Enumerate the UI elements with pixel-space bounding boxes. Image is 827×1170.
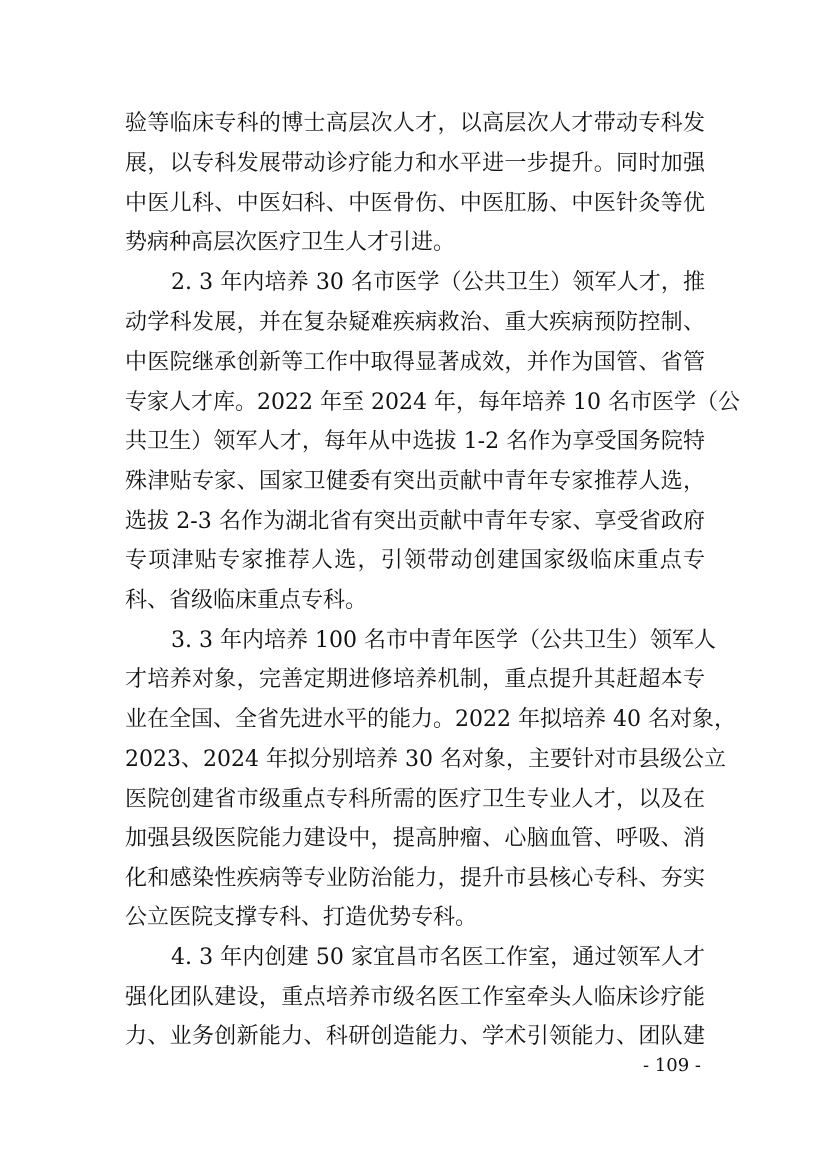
text-line: 2. 3 年内培养 30 名市医学（公共卫生）领军人才，推 — [171, 270, 705, 295]
text-line: 公立医院支撑专科、打造优势专科。 — [125, 905, 478, 930]
text-line: 2023、2024 年拟分别培养 30 名对象，主要针对市县级公立 — [125, 747, 726, 772]
text-line: 业在全国、全省先进水平的能力。2022 年拟培养 40 名对象， — [125, 707, 736, 732]
page-number: - 109 - — [643, 1055, 701, 1076]
text-line: 共卫生）领军人才，每年从中选拔 1-2 名作为享受国务院特 — [125, 429, 705, 454]
text-line: 中医儿科、中医妇科、中医骨伤、中医肛肠、中医针灸等优 — [125, 191, 705, 216]
text-line: 加强县级医院能力建设中，提高肿瘤、心脑血管、呼吸、消 — [125, 826, 705, 851]
text-line: 力、业务创新能力、科研创造能力、学术引领能力、团队建 — [125, 1024, 705, 1049]
text-line: 验等临床专科的博士高层次人才，以高层次人才带动专科发 — [125, 111, 705, 136]
text-line: 专家人才库。2022 年至 2024 年，每年培养 10 名市医学（公 — [125, 390, 740, 415]
text-line: 才培养对象，完善定期进修培养机制，重点提升其赶超本专 — [125, 667, 705, 692]
text-line: 医院创建省市级重点专科所需的医疗卫生专业人才，以及在 — [125, 787, 705, 812]
text-line: 殊津贴专家、国家卫健委有突出贡献中青年专家推荐人选， — [125, 469, 705, 494]
text-line: 强化团队建设，重点培养市级名医工作室牵头人临床诊疗能 — [125, 985, 705, 1010]
text-line: 专项津贴专家推荐人选，引领带动创建国家级临床重点专 — [125, 548, 705, 573]
text-line: 4. 3 年内创建 50 家宜昌市名医工作室，通过领军人才 — [171, 945, 705, 970]
text-line: 势病种高层次医疗卫生人才引进。 — [125, 230, 456, 255]
text-line: 化和感染性疾病等专业防治能力，提升市县核心专科、夯实 — [125, 866, 705, 891]
text-line: 展，以专科发展带动诊疗能力和水平进一步提升。同时加强 — [125, 151, 705, 176]
text-line: 中医院继承创新等工作中取得显著成效，并作为国管、省管 — [125, 350, 705, 375]
text-line: 选拔 2-3 名作为湖北省有突出贡献中青年专家、享受省政府 — [125, 509, 705, 534]
text-line: 3. 3 年内培养 100 名市中青年医学（公共卫生）领军人 — [171, 628, 716, 653]
text-line: 科、省级临床重点专科。 — [125, 588, 368, 613]
text-line: 动学科发展，并在复杂疑难疾病救治、重大疾病预防控制、 — [125, 310, 705, 335]
